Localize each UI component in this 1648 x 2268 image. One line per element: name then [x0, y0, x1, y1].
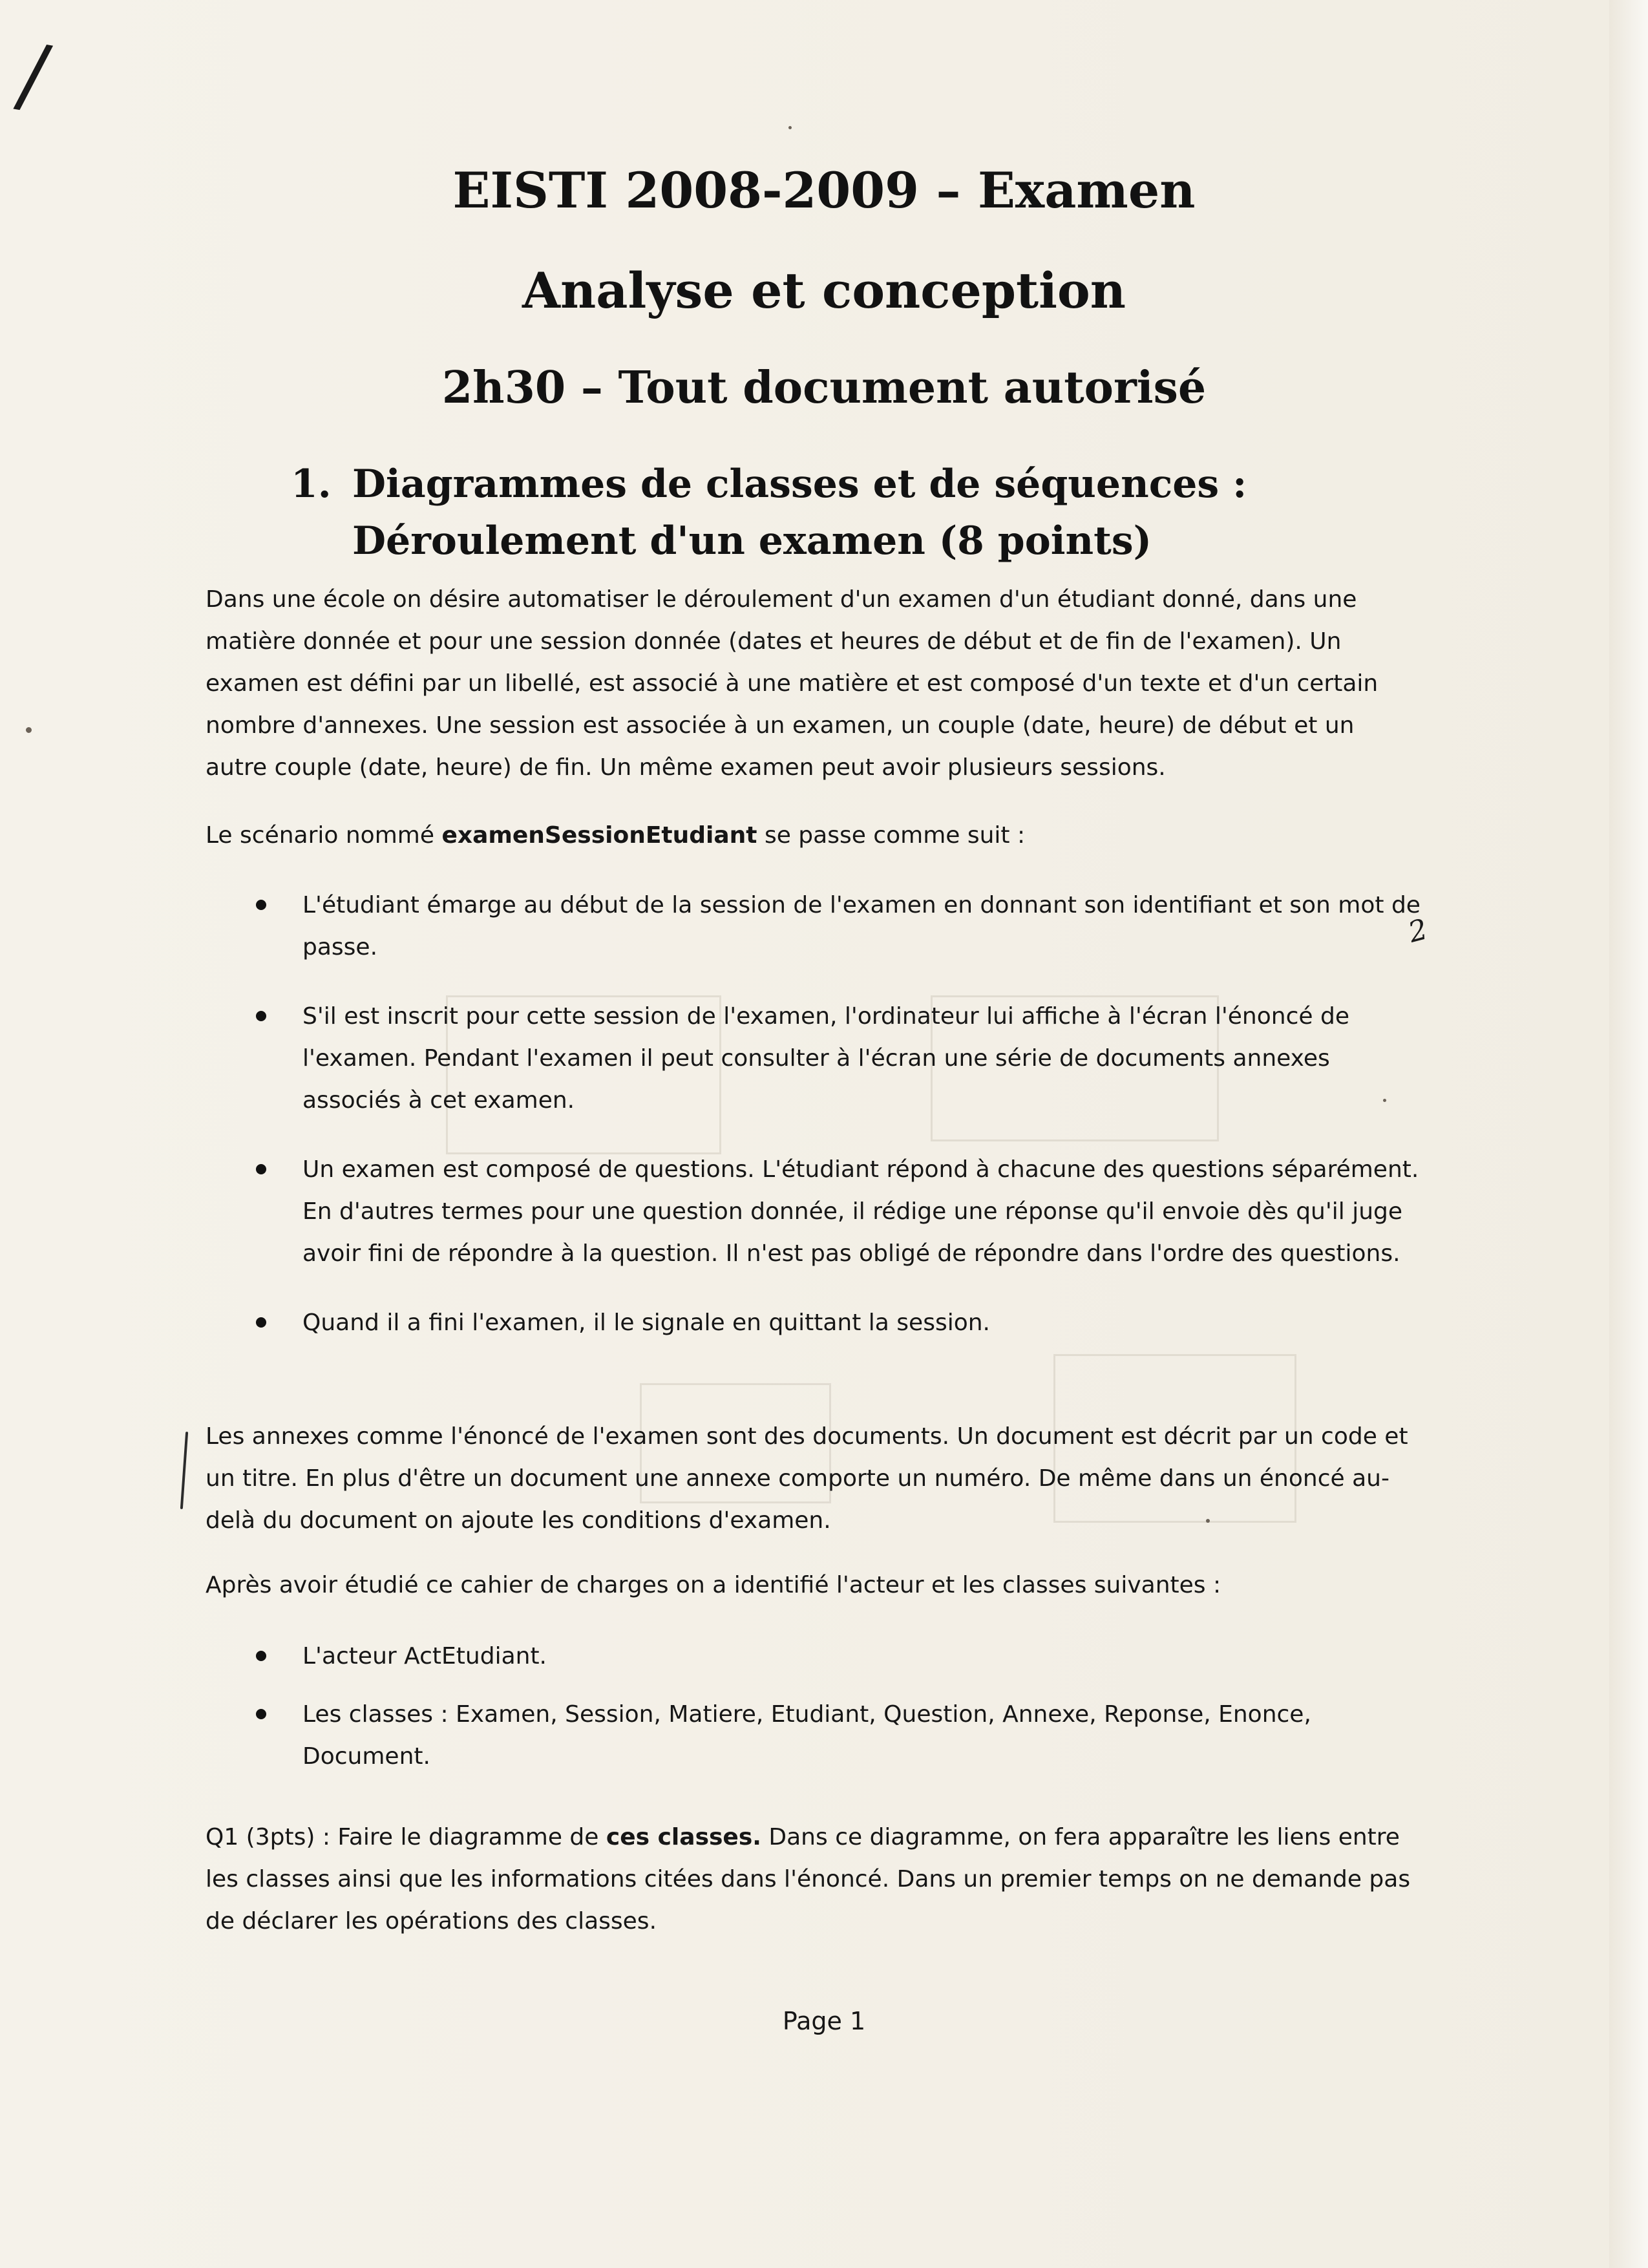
step-text: L'étudiant émarge au début de la session de l'examen en donnant son identifiant et son mot de passe. — [302, 892, 1421, 960]
bullet-icon — [256, 1651, 266, 1661]
page-number: Page 1 — [782, 2007, 866, 2035]
course-title: Analyse et conception — [522, 262, 1126, 319]
list-item — [252, 1149, 1435, 1275]
bullet-icon — [256, 900, 266, 910]
analysis-paragraph: Après avoir étudié ce cahier de charges on a identifié l'acteur et les classes suivantes : — [206, 1572, 1221, 1598]
pen-grade-mark: 2 — [1404, 913, 1431, 949]
step-text: Quand il a fini l'examen, il le signale en quittant la session. — [302, 1309, 990, 1336]
actor-text: L'acteur ActEtudiant. — [302, 1643, 547, 1669]
list-item — [252, 1302, 1435, 1344]
documents-paragraph: Les annexes comme l'énoncé de l'examen sont des documents. Un document est décrit par un code et un titre. En plus d'être un document une annexe comporte un numéro. De même dans un énoncé au-delà du document on ajoute les conditions d'examen. — [206, 1423, 1408, 1534]
question-label: Q1 (3pts) : Faire le diagramme de — [206, 1824, 606, 1850]
identified-elements-list — [252, 1635, 1435, 1794]
bullet-icon — [256, 1709, 266, 1719]
step-text: Un examen est composé de questions. L'étudiant répond à chacune des questions séparément. En d'autres termes pour une question donnée, il rédige une réponse qu'il envoie dès qu'il juge avoir fini de répondre à la question. Il n'est pas obligé de répondre dans l'ordre des questions. — [302, 1156, 1419, 1267]
scenario-intro-text: Le scénario nommé — [206, 822, 442, 849]
scenario-outro-text: se passe comme suit : — [757, 822, 1026, 849]
question-1 — [206, 1816, 1421, 1942]
section-heading — [291, 456, 1441, 569]
scenario-intro — [206, 814, 1421, 856]
scenario-steps-list — [252, 884, 1435, 1371]
list-item — [252, 1693, 1435, 1777]
section-title: Diagrammes de classes et de séquences : Déroulement d'un examen (8 points) — [352, 461, 1247, 564]
exam-duration: 2h30 – Tout document autorisé — [441, 362, 1207, 414]
list-item — [252, 1635, 1435, 1677]
section-number: 1. — [291, 461, 332, 507]
context-paragraph: Dans une école on désire automatiser le déroulement d'un examen d'un étudiant donné, dans une matière donnée et pour une session donnée (dates et heures de début et de fin de l'examen). Un examen est défini par un libellé, est associé à une matière et est composé d'un texte et d'un certain nombre d'annexes. Une session est associée à un examen, un couple (date, heure) de début et un autre couple (date, heure) de fin. Un même examen peut avoir plusieurs sessions. — [206, 586, 1379, 781]
list-item — [252, 884, 1435, 968]
pen-slash-mark: / — [11, 24, 56, 126]
scan-edge — [1609, 0, 1648, 2268]
question-text: Dans ce diagramme, on fera apparaître les liens entre les classes ainsi que les informations citées dans l'énoncé. Dans un premier temps on ne demande pas de déclarer les opérations des classes. — [206, 1824, 1411, 1934]
classes-text: Les classes : Examen, Session, Matiere, Etudiant, Question, Annexe, Reponse, Enonce, Document. — [302, 1701, 1311, 1770]
exam-title: EISTI 2008-2009 – Examen — [452, 162, 1196, 219]
scenario-name: examenSessionEtudiant — [441, 822, 757, 849]
bullet-icon — [256, 1164, 266, 1174]
bullet-icon — [256, 1011, 266, 1021]
step-text: S'il est inscrit pour cette session de l'examen, l'ordinateur lui affiche à l'écran l'énoncé de l'examen. Pendant l'examen il peut consulter à l'écran une série de documents annexes associés à cet examen. — [302, 1003, 1349, 1114]
bullet-icon — [256, 1317, 266, 1328]
question-emphasis: ces classes. — [606, 1824, 761, 1850]
scan-speck — [26, 727, 32, 733]
scan-speck — [788, 126, 792, 129]
list-item — [252, 995, 1435, 1121]
